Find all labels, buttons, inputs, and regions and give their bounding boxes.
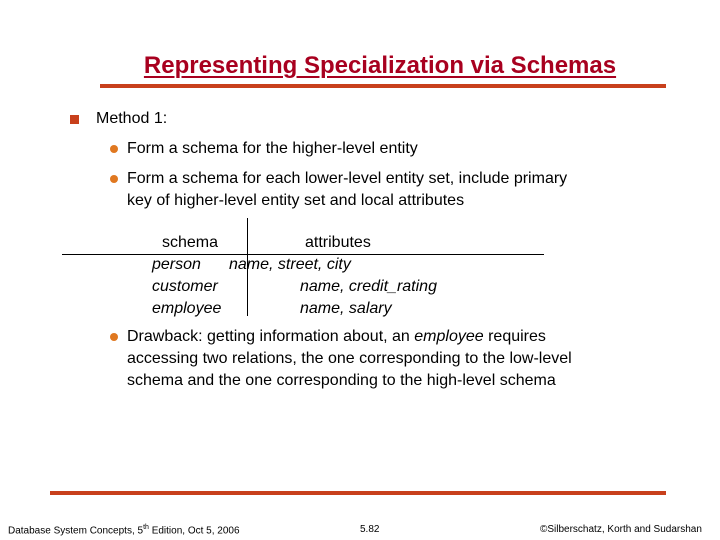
table-row-attributes: name, street, city — [229, 256, 351, 273]
drawback-emphasis: employee — [414, 328, 484, 345]
bullet-text-2: Form a schema for each lower-level entity set, include primary — [127, 170, 568, 187]
footer-divider — [50, 491, 666, 495]
drawback-text: requires — [483, 328, 546, 345]
bullet-text-1: Form a schema for the higher-level entity — [127, 140, 418, 157]
footer-copyright: ©Silberschatz, Korth and Sudarshan — [540, 524, 702, 535]
table-row-attributes: name, salary — [300, 300, 392, 317]
footer-text: Edition, Oct 5, 2006 — [148, 525, 240, 537]
footer-text: Database System Concepts, 5 — [8, 525, 144, 537]
method-label: Method 1: — [96, 110, 168, 127]
dot-bullet-icon — [110, 333, 118, 341]
title-divider — [100, 84, 666, 88]
table-header-schema: schema — [162, 234, 219, 251]
drawback-line-3: schema and the one corresponding to the high-level schema — [127, 372, 556, 389]
dot-bullet-icon — [110, 175, 118, 183]
drawback-line-2: accessing two relations, the one corresponding to the low-level — [127, 350, 572, 367]
drawback-text: Drawback: getting information about, an — [127, 328, 415, 345]
table-header-attributes: attributes — [305, 234, 371, 251]
table-row-schema: employee — [152, 300, 222, 317]
footer-superscript: th — [143, 524, 149, 531]
table-row-attributes: name, credit_rating — [300, 278, 437, 295]
bullet-text-2-cont: key of higher-level entity set and local attributes — [127, 192, 465, 209]
table-row-schema: person — [152, 256, 201, 273]
dot-bullet-icon — [110, 145, 118, 153]
footer-page-number: 5.82 — [360, 524, 380, 535]
slide-title: Representing Specialization via Schemas — [143, 52, 617, 79]
drawback-line-1 — [127, 326, 546, 348]
square-bullet-icon — [70, 115, 79, 124]
table-row-schema: customer — [152, 278, 218, 295]
footer-course-info — [8, 524, 240, 536]
